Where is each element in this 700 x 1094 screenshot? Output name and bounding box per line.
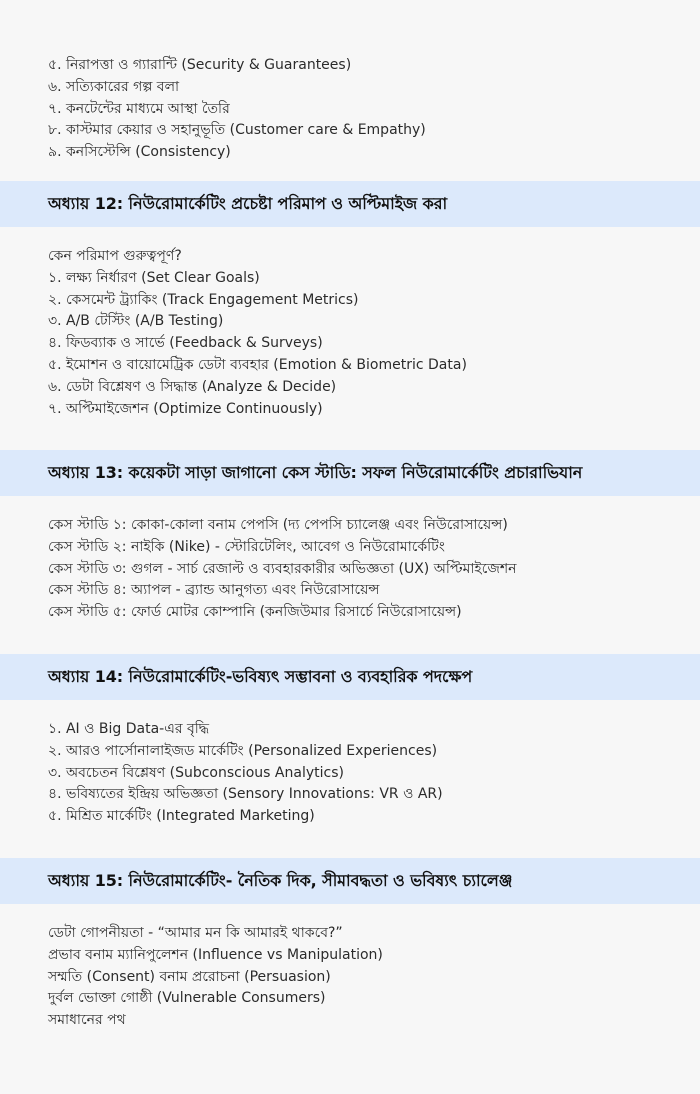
list-item: কেস স্টাডি ৩: গুগল - সার্চ রেজাল্ট ও ব্যবহারকারীর অভিজ্ঞতা (UX) অপ্টিমাইজেশন (48, 560, 517, 577)
chapter-11-list (48, 55, 680, 164)
list-item: সমাধানের পথ (48, 1012, 126, 1029)
list-item: ৭. অপ্টিমাইজেশন (Optimize Continuously) (48, 400, 323, 417)
chapter-12-heading-band (0, 181, 700, 227)
list-item: ৫. ইমোশন ও বায়োমেট্রিক ডেটা ব্যবহার (Emotion & Biometric Data) (48, 356, 467, 373)
list-item: ১. লক্ষ্য নির্ধারণ (Set Clear Goals) (48, 269, 260, 286)
list-item: ৮. কাস্টমার কেয়ার ও সহানুভূতি (Customer care & Empathy) (48, 122, 426, 139)
list-item: দুর্বল ভোক্তা গোষ্ঠী (Vulnerable Consumers) (48, 990, 326, 1007)
list-item: ২. আরও পার্সোনালাইজড মার্কেটিং (Personalized Experiences) (48, 742, 438, 759)
chapter-15-list (48, 923, 680, 1032)
chapter-13-title: অধ্যায় 13: কয়েকটা সাড়া জাগানো কেস স্টাডি: সফল নিউরোমার্কেটিং প্রচারাভিযান (48, 462, 583, 482)
chapter-14-title: অধ্যায় 14: নিউরোমার্কেটিং-ভবিষ্যৎ সম্ভাবনা ও ব্যবহারিক পদক্ষেপ (48, 666, 473, 686)
list-item: ৬. ডেটা বিশ্লেষণ ও সিদ্ধান্ত (Analyze & Decide) (48, 378, 337, 395)
chapter-14-heading-band (0, 654, 700, 700)
chapter-13-list (48, 515, 680, 624)
chapter-14-list (48, 719, 680, 828)
list-item: ৩. A/B টেস্টিং (A/B Testing) (48, 313, 224, 330)
chapter-12-list (48, 246, 680, 420)
list-item: ২. কেসমেন্ট ট্র্যাকিং (Track Engagement Metrics) (48, 291, 359, 308)
list-item: কেস স্টাডি ১: কোকা-কোলা বনাম পেপসি (দ্য পেপসি চ্যালেঞ্জ এবং নিউরোসায়েন্স) (48, 517, 508, 533)
chapter-15-heading-band (0, 858, 700, 904)
chapter-13-heading-band (0, 450, 700, 496)
list-item: ৫. নিরাপত্তা ও গ্যারান্টি (Security & Guarantees) (48, 57, 352, 73)
list-item: কেস স্টাডি ৪: অ্যাপল - ব্র্যান্ড আনুগত্য এবং নিউরোসায়েন্স (48, 582, 380, 599)
list-item: কেস স্টাডি ২: নাইকি (Nike) - স্টোরিটেলিং, আবেগ ও নিউরোমার্কেটিং (48, 538, 445, 555)
list-item: ৭. কনটেন্টের মাধ্যমে আস্থা তৈরি (48, 100, 230, 117)
list-item: ৫. মিশ্রিত মার্কেটিং (Integrated Marketing) (48, 808, 315, 825)
list-item: ৩. অবচেতন বিশ্লেষণ (Subconscious Analytics) (48, 764, 344, 781)
list-item: কেন পরিমাপ গুরুত্বপূর্ণ? (48, 248, 182, 264)
list-item: ৪. ফিডব্যাক ও সার্ভে (Feedback & Surveys) (48, 335, 323, 352)
list-item: ১. AI ও Big Data-এর বৃদ্ধি (48, 721, 210, 737)
chapter-12-title: অধ্যায় 12: নিউরোমার্কেটিং প্রচেষ্টা পরিমাপ ও অপ্টিমাইজ করা (48, 193, 448, 213)
list-item: ৪. ভবিষ্যতের ইন্দ্রিয় অভিজ্ঞতা (Sensory Innovations: VR ও AR) (48, 786, 443, 803)
list-item: প্রভাব বনাম ম্যানিপুলেশন (Influence vs Manipulation) (48, 946, 383, 963)
list-item: ডেটা গোপনীয়তা - “আমার মন কি আমারই থাকবে?” (48, 925, 343, 941)
list-item: কেস স্টাডি ৫: ফোর্ড মোটর কোম্পানি (কনজিউমার রিসার্চে নিউরোসায়েন্স) (48, 604, 462, 621)
list-item: ৯. কনসিস্টেন্সি (Consistency) (48, 144, 231, 161)
chapter-15-title: অধ্যায় 15: নিউরোমার্কেটিং- নৈতিক দিক, সীমাবদ্ধতা ও ভবিষ্যৎ চ্যালেঞ্জ (48, 870, 513, 890)
list-item: সম্মতি (Consent) বনাম প্ররোচনা (Persuasion) (48, 968, 331, 985)
list-item: ৬. সত্যিকারের গল্প বলা (48, 78, 180, 95)
